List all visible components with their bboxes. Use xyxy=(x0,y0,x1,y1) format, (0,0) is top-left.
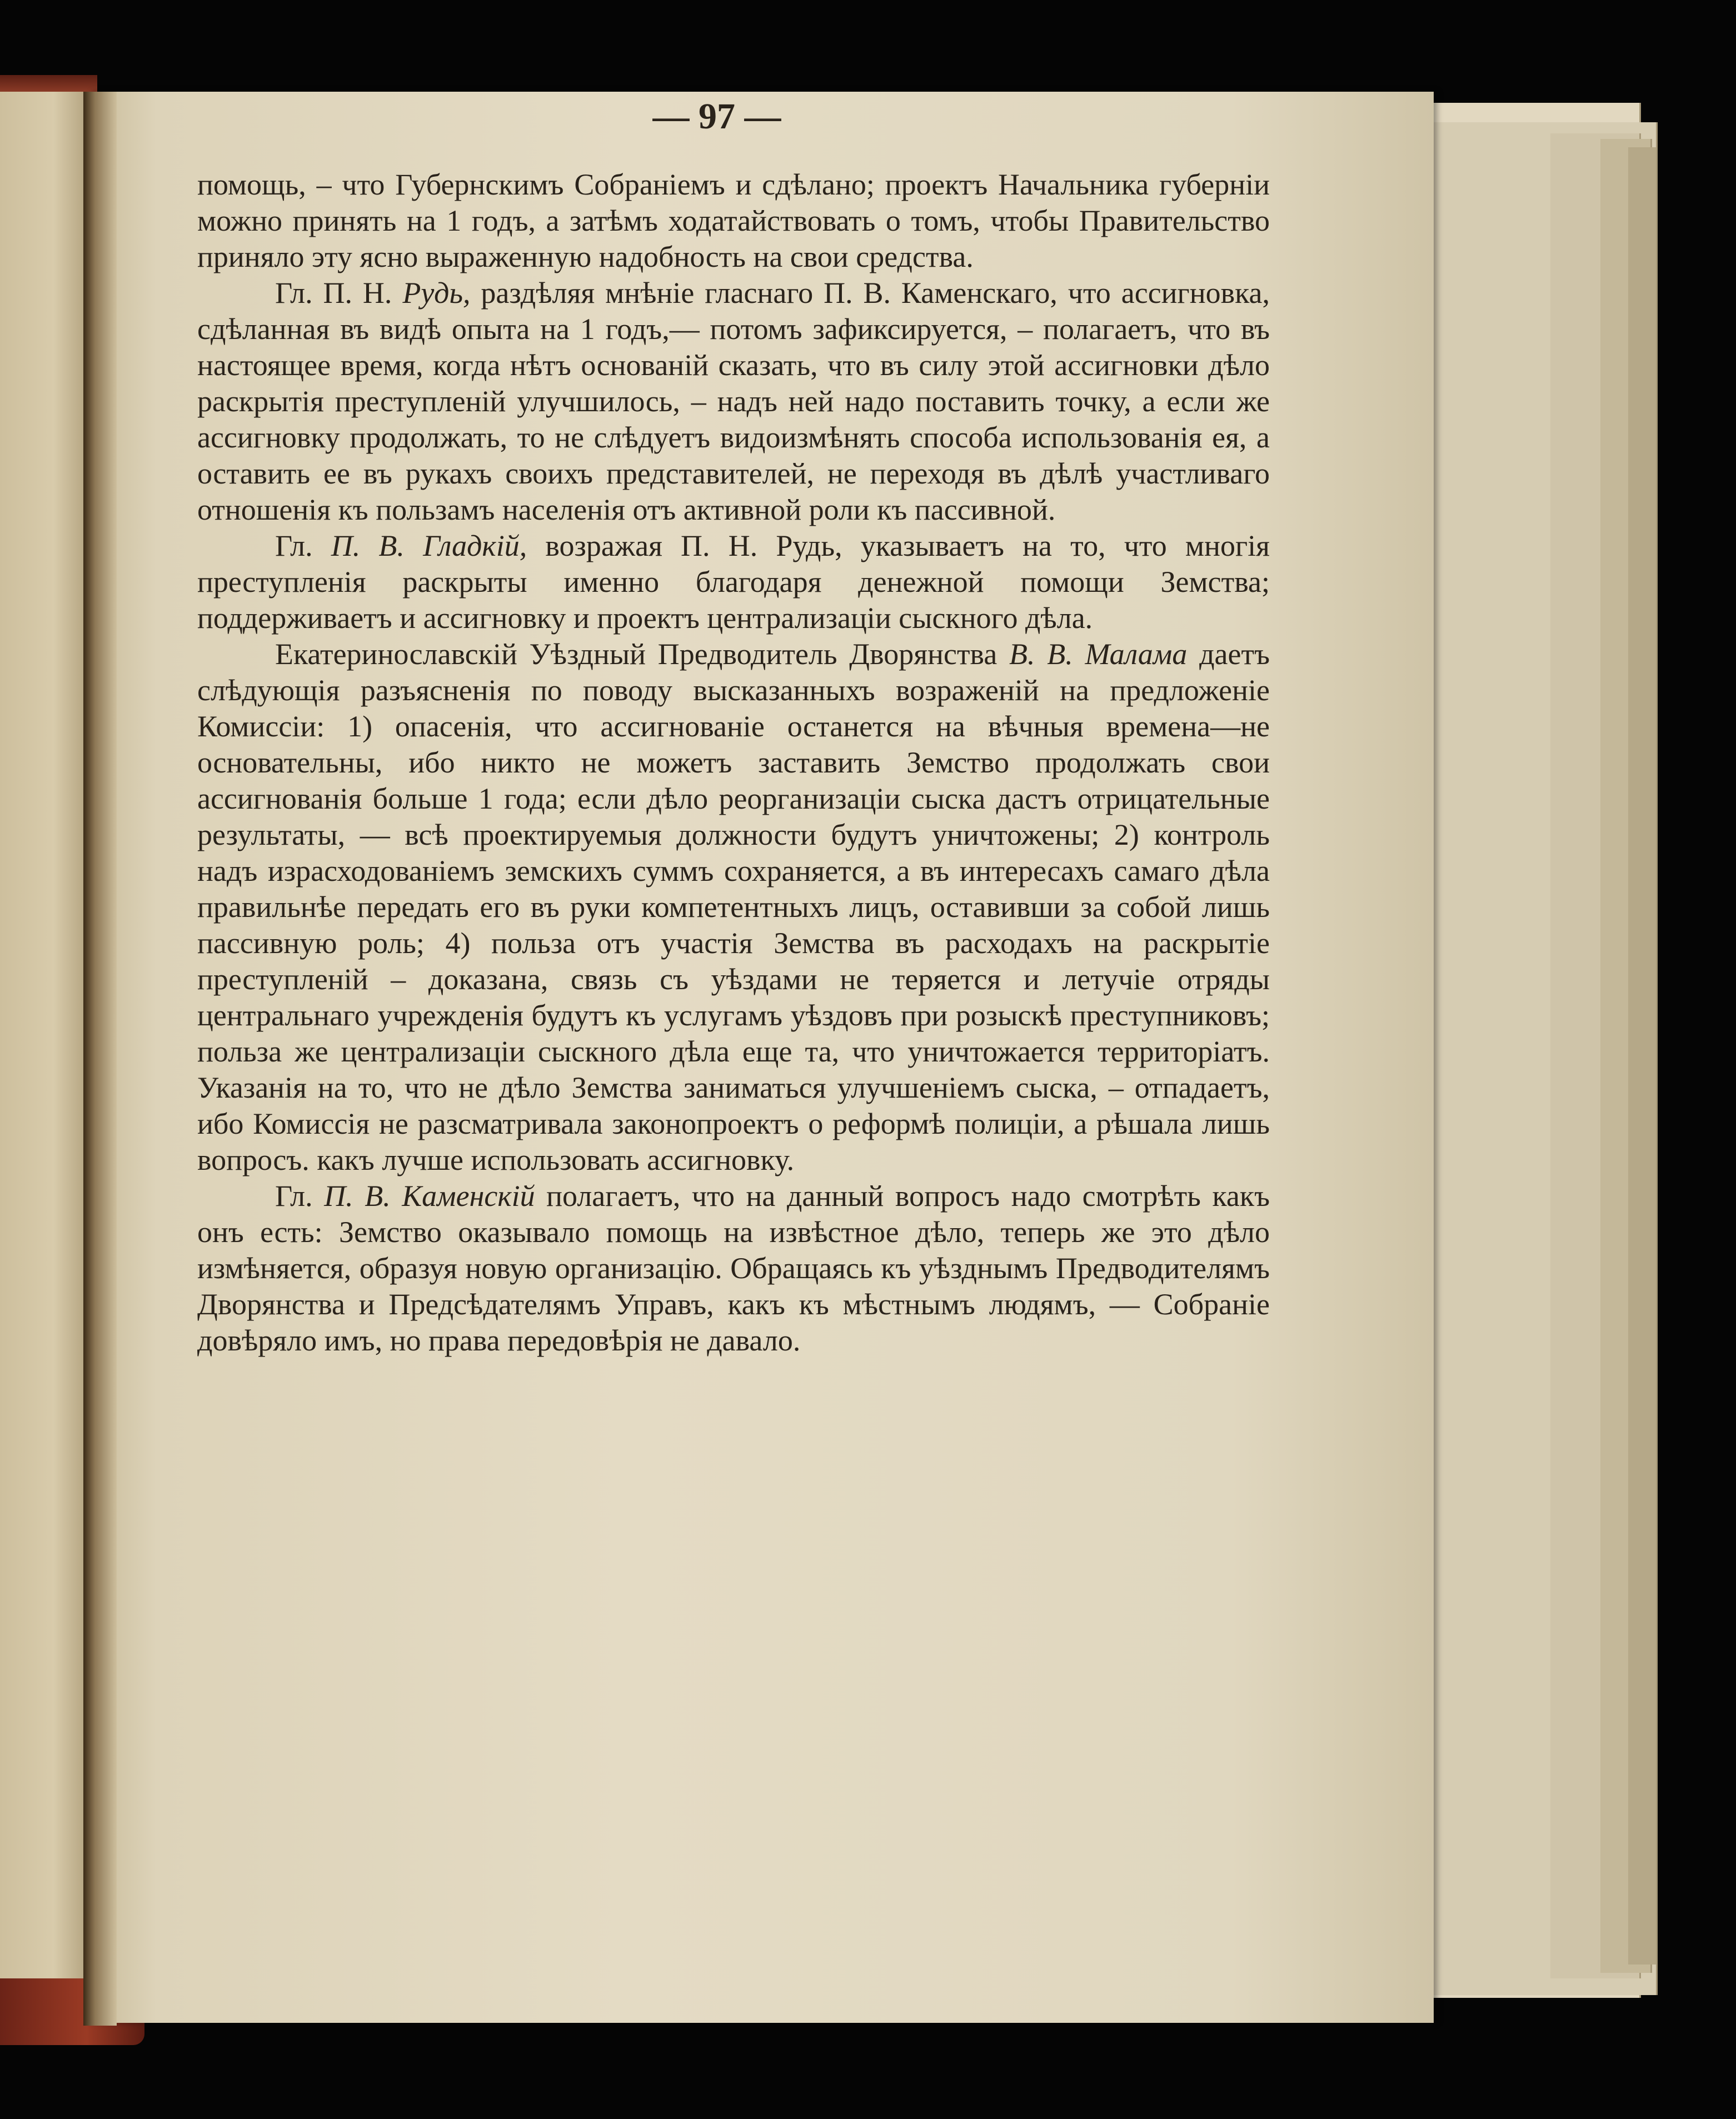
book-gutter xyxy=(83,92,117,2026)
paragraph-text: возражая П. Н. Рудь, указываетъ на то, что многія преступленія раскрыты именно благодаря денежной помощи Земства; поддерживаетъ и ассигновку и проектъ централизаціи сыскного дѣла. xyxy=(197,529,1270,635)
page-text xyxy=(197,167,1270,1359)
paragraph xyxy=(197,636,1270,1178)
book-left-page xyxy=(0,83,97,2023)
speaker-name: П. В. Каменскій xyxy=(324,1179,535,1213)
book-left-cover-top xyxy=(0,75,97,92)
speaker-prefix: Гл. П. Н. xyxy=(275,276,403,310)
speaker-name: В. В. Малама xyxy=(1009,637,1188,671)
speaker-name: П. В. Гладкій, xyxy=(331,529,527,562)
paragraph xyxy=(197,275,1270,528)
speaker-prefix: Гл. xyxy=(275,1179,325,1213)
paragraph-text: раздѣляя мнѣніе гласнаго П. В. Каменскаго, что ассигновка, сдѣланная въ видѣ опыта на 1 годъ,— потомъ зафиксируется, – полагаетъ, что въ настоящее время, когда нѣтъ основаній сказать, что въ силу этой ассигновки дѣло раскрытія преступленій улучшилось, – надъ ней надо поставить точку, а если же ассигновку продолжать, то не слѣдуетъ видоизмѣнять способа использованія ея, а оставить ее въ рукахъ своихъ представителей, не переходя въ дѣлѣ участливаго отношенія къ пользамъ населенія отъ активной роли къ пассивной. xyxy=(197,276,1270,526)
paragraph-text: даетъ слѣдующія разъясненія по поводу высказанныхъ возраженій на предложеніе Комиссіи: 1) опасенія, что ассигнованіе останется на вѣчныя времена—не основательны, ибо никто не можетъ заставить Земство продолжать свои ассигнованія больше 1 года; если дѣло реорганизаціи сыска дастъ отрицательные результаты, — всѣ проектируемыя должности будутъ уничтожены; 2) контроль надъ израсходованіемъ земскихъ суммъ сохраняется, а въ интересахъ самаго дѣла правильнѣе передать его въ руки компетентныхъ лицъ, оставивши за собой лишь пассивную роль; 4) польза отъ участія Земства въ расходахъ на раскрытіе преступленій – доказана, связь съ уѣздами не теряется и летучіе отряды центральнаго учрежденія будутъ къ услугамъ уѣздовъ при розыскѣ преступниковъ; польза же централизаціи сыскного дѣла еще та, что уничтожается территоріатъ. Указанія на то, что не дѣло Земства заниматься улучшеніемъ сыска, – отпадаетъ, ибо Комиссія не разсматривала законопроектъ о реформѣ полиціи, а рѣшала лишь вопросъ. какъ лучше использовать ассигновку. xyxy=(197,637,1270,1176)
paragraph xyxy=(197,528,1270,636)
speaker-prefix: Гл. xyxy=(275,529,331,562)
paragraph: помощь, – что Губернскимъ Собраніемъ и сдѣлано; проектъ Начальника губерніи можно принять на 1 годъ, а затѣмъ ходатайствовать о томъ, чтобы Правительство приняло эту ясно выраженную надобность на свои средства. xyxy=(197,168,1270,273)
page-number: — 97 — xyxy=(652,96,781,137)
speaker-name: Рудь, xyxy=(402,276,471,310)
book-back-page xyxy=(1628,147,1658,1965)
speaker-prefix: Екатеринославскій Уѣздный Предводитель Дворянства xyxy=(275,637,1010,671)
paragraph-text: полагаетъ, что на данный вопросъ надо смотрѣть какъ онъ есть: Земство оказывало помощь на извѣстное дѣло, теперь же это дѣло измѣняется, образуя новую организацію. Обращаясь къ уѣзднымъ Предводителямъ Дворянства и Предсѣдателямъ Управъ, какъ къ мѣстнымъ людямъ, — Собраніе довѣряло имъ, но права передовѣрія не давало. xyxy=(197,1179,1270,1357)
paragraph xyxy=(197,1178,1270,1359)
